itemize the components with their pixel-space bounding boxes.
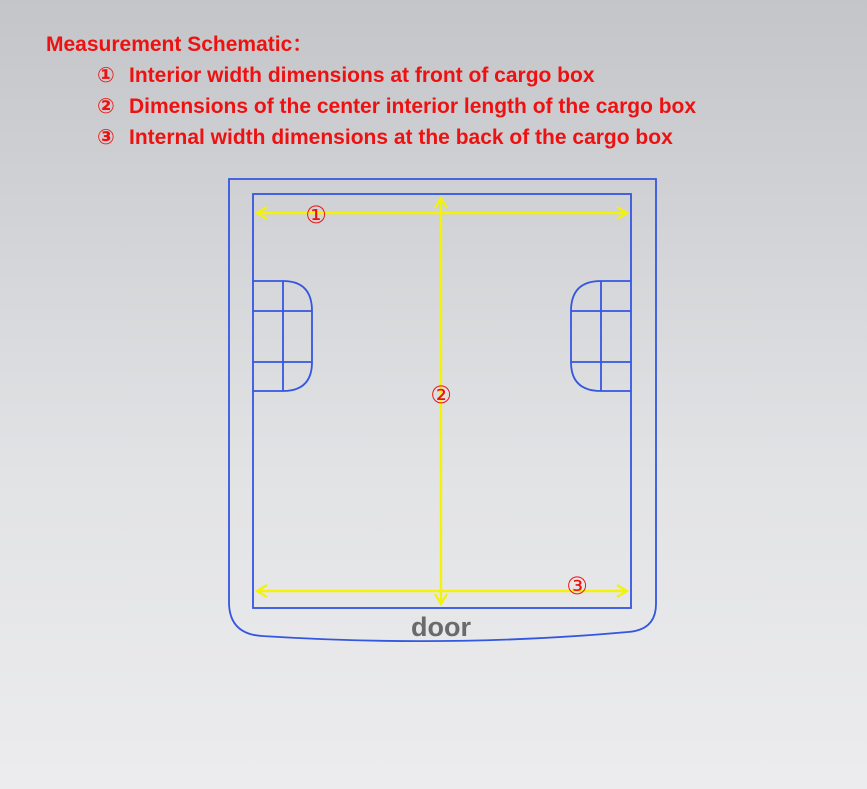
door-label: door (411, 612, 471, 642)
right-wheel-well (571, 281, 631, 391)
marker-center-length: ② (430, 381, 452, 409)
legend-text: Dimensions of the center interior length of the cargo box (129, 95, 697, 118)
schematic-title: Measurement Schematic： (46, 33, 314, 56)
marker-back-width: ③ (566, 572, 588, 600)
legend-text: Internal width dimensions at the back of the cargo box (129, 126, 673, 149)
legend-marker: ③ (97, 126, 115, 149)
cargo-box-outer-outline (229, 179, 656, 641)
legend-text: Interior width dimensions at front of cargo box (129, 64, 595, 87)
legend-marker: ② (97, 95, 115, 118)
marker-front-width: ① (305, 201, 327, 229)
legend-marker: ① (97, 64, 115, 87)
left-wheel-well (253, 281, 312, 391)
